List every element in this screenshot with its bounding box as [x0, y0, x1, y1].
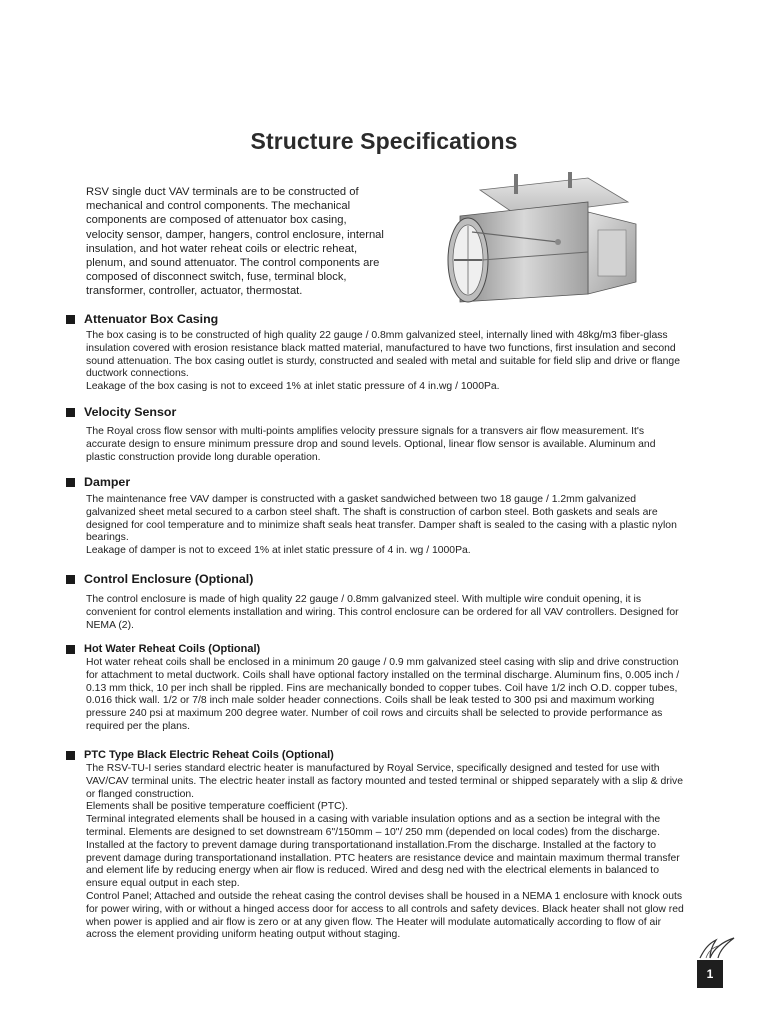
section-title: Control Enclosure (Optional): [84, 572, 254, 586]
bullet-icon: [66, 751, 75, 760]
section-heading-attenuator: [66, 312, 218, 326]
section-title: PTC Type Black Electric Reheat Coils (Optional): [84, 749, 334, 761]
section-body-hot-water-coils: [86, 657, 686, 734]
section-title: Attenuator Box Casing: [84, 312, 219, 326]
bullet-icon: [66, 645, 75, 654]
bullet-icon: [66, 575, 75, 584]
bullet-icon: [66, 315, 75, 324]
section-paragraph: The control enclosure is made of high quality 22 gauge / 0.8mm galvanized steel. With multiple wire conduit opening, it is convenient for control elements installation and wiring. This control enclosure can be ordered for all VAV controllers. Designed for NEMA (2).: [86, 594, 679, 631]
section-paragraph: The Royal cross flow sensor with multi-points amplifies velocity pressure signals for a transvers air flow measurement. It's accurate design to ensure minimum pressure drop and sound levels. Optional, linear flow sensor is available. Aluminum and plastic construction provide long durable operation.: [86, 426, 656, 463]
section-paragraph: Hot water reheat coils shall be enclosed in a minimum 20 gauge / 0.9 mm galvanized steel casing with slip and drive construction for attachment to metal ductwork. Coils shall have optional factory installed on the terminal discharge. Aluminum fins, 0.005 inch / 0.13 mm thick, 10 per inch shall be rippled. Fins are mechanically bonded to copper tubes. Coil have 1/2 inch O.D. copper tubes, 0.016 thick wall. 1/2 or 7/8 inch male solder header connections. Coils shall be leak tested to 300 psi and maximum working pressure 240 psi at maximum 200 degree water. Number of coil rows and circuits shall be selected to provide performance as required per the plans.: [86, 657, 680, 732]
section-title: Damper: [84, 475, 131, 489]
section-body-control-enclosure: [86, 594, 686, 632]
bullet-icon: [66, 478, 75, 487]
section-paragraph: The box casing is to be constructed of high quality 22 gauge / 0.8mm galvanized steel, internally lined with 48kg/m3 fiber-glass insulation covered with erosion resistance black matted material, manufactured to have two functions, first insulation and second sound attenuation. The box casing outlet is sturdy, constructed and sealed with metal and suitable for field slip and drive or flange ductwork connections.: [86, 330, 680, 380]
section-paragraph: Control Panel; Attached and outside the reheat casing the control devises shall be housed in a NEMA 1 enclosure with knock outs for power wiring, with or without a hinged access door for access to all controls and safety devices. Black heater shall not glow red when power is applied and air flow is zero or at any given flow. The Heater will modulate automatically according to flow of air across the element providing uniform heating output without staging.: [86, 890, 684, 941]
intro-paragraph: RSV single duct VAV terminals are to be constructed of mechanical and control components. The mechanical components are composed of attenuator box casing, velocity sensor, damper, hangers, control enclosure, internal insulation, and hot water reheat coils or electric reheat, plenum, and sound attenuator. The control components are composed of disconnect switch, fuse, terminal block, transformer, controller, actuator, thermostat.: [86, 186, 384, 298]
brand-logo-icon: [696, 936, 736, 960]
section-body-velocity-sensor: [86, 426, 686, 464]
section-paragraph: Terminal integrated elements shall be housed in a casing with variable insulation options and as a section be integral with the terminal. Elements are designed to set downstream 6"/150mm – 10"/ 250 mm (depended on local codes) from the discharge. Installed at the factory to prevent damage during transportationand installation.From the discharge. Installed at the factory to prevent damage during transportationand installation. PTC heaters are resistance device and maintain maximum thermal transfer and element life by reducing energy when air flow is reduced. Wired and desg ned with the electrical elements in balanced to ensure equal output in each step.: [86, 814, 680, 890]
vav-terminal-image: [438, 172, 646, 312]
section-paragraph: Leakage of damper is not to exceed 1% at inlet static pressure of 4 in. wg / 1000Pa.: [86, 545, 471, 557]
page-number: 1: [697, 960, 723, 988]
section-heading-ptc-reheat-coils: [66, 749, 334, 761]
section-paragraph: The maintenance free VAV damper is constructed with a gasket sandwiched between two 18 gauge / 1.2mm galvanized galvanized sheet metal secured to a carbon steel shaft. The shaft is construction of carbon steel. Both gaskets and seals are designed for cool temperature and to minimize shaft seals heat transfer. Damper shaft is sealed to the casing with a plastic nylon bearings.: [86, 494, 677, 544]
section-title: Velocity Sensor: [84, 405, 177, 419]
section-body-attenuator: [86, 330, 686, 394]
page-title: Structure Specifications: [250, 128, 518, 154]
section-paragraph: Elements shall be positive temperature coefficient (PTC).: [86, 801, 348, 813]
section-paragraph: Leakage of the box casing is not to exceed 1% at inlet static pressure of 4 in.wg / 1000Pa.: [86, 381, 500, 393]
bullet-icon: [66, 408, 75, 417]
section-heading-hot-water-coils: [66, 643, 260, 655]
section-body-damper: [86, 494, 686, 558]
section-title: Hot Water Reheat Coils (Optional): [84, 643, 261, 655]
section-heading-damper: [66, 475, 130, 489]
section-heading-velocity-sensor: [66, 405, 176, 419]
section-body-ptc-reheat-coils: [86, 763, 686, 942]
section-paragraph: The RSV-TU-I series standard electric heater is manufactured by Royal Service, specifically designed and tested for use with VAV/CAV terminal units. The electric heater install as factory mounted and tested terminal or shipped separately with a slip & drive or flanged construction.: [86, 763, 683, 800]
section-heading-control-enclosure: [66, 572, 253, 586]
